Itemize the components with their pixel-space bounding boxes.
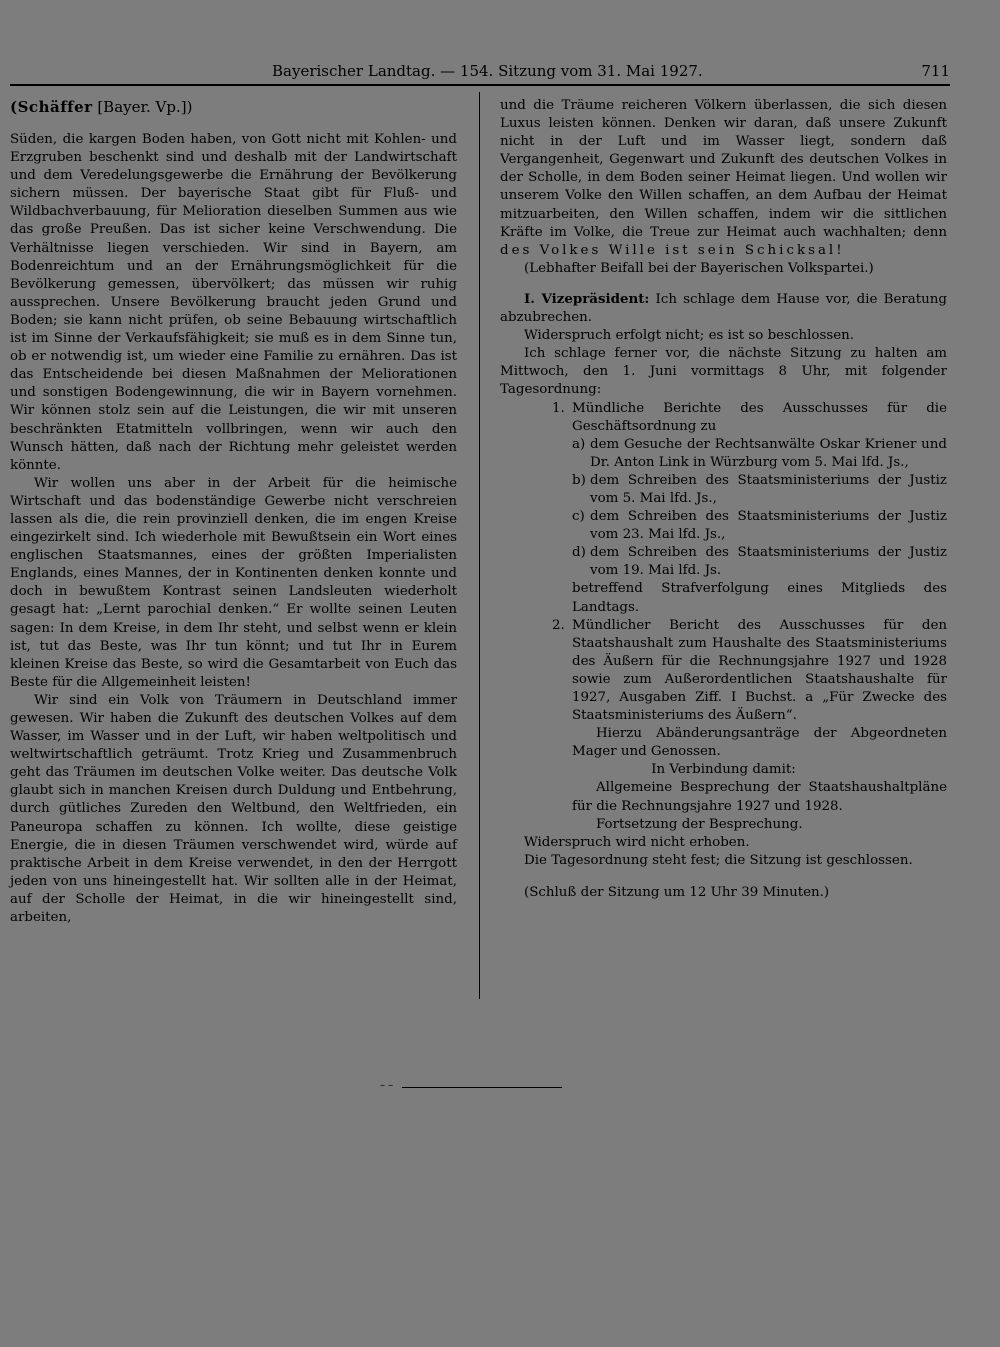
emphasized-text: des Volkes Wille ist sein Schicksal! [500, 242, 845, 258]
closing-statement: Die Tagesordnung steht fest; die Sitzung ist geschlossen. [524, 852, 913, 868]
subitem-letter: d) [572, 545, 586, 561]
agenda-subitem [500, 472, 947, 508]
subitem-text: dem Schreiben des Staatsministeriums der Justiz vom 19. Mai lfd. Js. [590, 545, 947, 579]
objection-note: Widerspruch erfolgt nicht; es ist so beschlossen. [524, 328, 854, 344]
subitem-letter: c) [572, 509, 585, 525]
agenda-item-number: 1. [552, 400, 565, 416]
left-column [10, 97, 457, 927]
subitem-text: dem Schreiben des Staatsministeriums der Justiz vom 5. Mai lfd. Js., [590, 472, 947, 506]
objection-note: Widerspruch wird nicht erhoben. [524, 834, 750, 850]
agenda-item-tail: Hierzu Abänderungsanträge der Abgeordneten Mager und Genossen. [572, 726, 947, 760]
page-number: 711 [921, 62, 950, 80]
speaker-party: [Bayer. Vp.]) [97, 98, 193, 116]
paragraph: Süden, die kargen Boden haben, von Gott nicht mit Kohlen- und Erzgruben beschenkt sind und deshalb mit der Landwirtschaft und dem Veredelungsgewerbe die Ernährung der Bevölkerung sichern müssen. Der bayerische Staat gibt für Fluß- und Wildbachverbauung, für Melioration dieselben Summen aus wie das große Preußen. Das ist sicher keine Verschwendung. Die Verhältnisse liegen verschieden. Wir sind in Bayern, am Bodenreichtum und an der Ernährungsmöglichkeit für die Bevölkerung gemessen, übervölkert; das müssen wir ruhig aussprechen. Unsere Bevölkerung braucht jeden Grund und Boden; sie kann nicht prüfen, ob seine Bebauung wirtschaftlich ist im Sinne der Verkaufsfähigkeit; sie muß es in dem Sinne tun, ob er notwendig ist, um wieder eine Familie zu ernähren. Das ist das Entscheidende bei diesen Maßnahmen der Meliorationen und sonstigen Bodengewinnung, die wir in Bayern vornehmen. Wir können stolz sein auf die Leistungen, die wir mit unseren beschränkten Etatmitteln vollbringen, wenn wir auch den Wunsch hätten, daß nach der Richtung mehr geleistet werden könnte. [10, 132, 457, 473]
speaker-heading [10, 97, 457, 117]
subitem-letter: b) [572, 472, 586, 488]
header-title: Bayerischer Landtag. — 154. Sitzung vom 31. Mai 1927. [272, 62, 703, 80]
vice-president-text: Ich schlage dem Hause vor, die Beratung abzubrechen. [500, 291, 947, 326]
subitem-text: dem Schreiben des Staatsministeriums der Justiz vom 23. Mai lfd. Js., [590, 509, 947, 543]
paragraph: Wir sind ein Volk von Träumern in Deutschland immer gewesen. Wir haben die Zukunft des deutschen Volkes auf dem Wasser, im Wasser und in der Luft, wir haben weltpolitisch und weltwirtschaftlich geträumt. Trotz Krieg und Zusammenbruch geht das Träumen im deutschen Volke weiter. Das deutsche Volk glaubt sich in manchen Kreisen durch Duldung und Entbehrung, durch gütliches Zureden den Weltbund, den Weltfrieden, ein Paneuropa schaffen zu können. Ich wollte, diese geistige Energie, die in diesen Träumen verschwendet wird, würde auf praktische Arbeit in dem Kreise verwendet, in den der Herrgott jeden von uns hineingestellt hat. Wir sollten alle in der Heimat, auf der Scholle der Heimat, in die wir hineingestellt sind, arbeiten, [10, 692, 457, 926]
session-end-note: (Schluß der Sitzung um 12 Uhr 39 Minuten.) [524, 884, 830, 900]
vice-president-label: I. Vizepräsident: [524, 290, 650, 307]
agenda-subitem [500, 544, 947, 580]
paragraph [500, 97, 947, 260]
paragraph-text: und die Träume reicheren Völkern überlassen, die sich diesen Luxus leisten können. Denken wir daran, daß unsere Zukunft nicht in der Luft und im Wasser liegt, sondern daß Vergangenheit, Gegenwart und Zukunft des deutschen Volkes in der Scholle, in dem Boden seiner Heimat liegen. Und wollen wir unserem Volke den Willen schaffen, an dem Aufbau der Heimat mitzuarbeiten, den Willen schaffen, indem wir die sittlichen Kräfte im Volke, die Treue zur Heimat auch wachhalten; denn [500, 98, 947, 240]
agenda-item-text: Mündlicher Bericht des Ausschusses für den Staatshaushalt zum Haushalte des Staatsministeriums des Äußern für die Rechnungsjahre 1927 und 1928 sowie zum Außerordentlichen Staatshaushalte für 1927, Ausgaben Ziff. I Buchst. a „Für Zwecke des Staatsministeriums des Äußern“. [572, 617, 947, 724]
vice-president-statement [500, 290, 947, 327]
agenda-item [500, 617, 947, 726]
agenda-proposal: Ich schlage ferner vor, die nächste Sitzung zu halten am Mittwoch, den 1. Juni vormittags 8 Uhr, mit folgender Tagesordnung: [500, 346, 947, 398]
agenda-item [500, 400, 947, 436]
general-debate: Allgemeine Besprechung der Staatshaushaltpläne für die Rechnungsjahre 1927 und 1928. [572, 780, 947, 814]
running-header [10, 62, 950, 86]
agenda-subitem [500, 436, 947, 472]
subitem-text: dem Gesuche der Rechtsanwälte Oskar Kriener und Dr. Anton Link in Würzburg vom 5. Mai lfd. Js., [590, 436, 947, 470]
applause-note: (Lebhafter Beifall bei der Bayerischen Volkspartei.) [524, 260, 874, 276]
agenda-item-tail: betreffend Strafverfolgung eines Mitglieds des Landtags. [572, 581, 947, 615]
closing-rule [402, 1087, 562, 1088]
agenda-item-text: Mündliche Berichte des Ausschusses für die Geschäftsordnung zu [572, 400, 947, 434]
connection-heading: In Verbindung damit: [651, 762, 796, 778]
paragraph: Wir wollen uns aber in der Arbeit für die heimische Wirtschaft und das bodenständige Gewerbe nicht verschreien lassen als die, die rein provinziell denken, die im engen Kreise eingezirkelt sind. Ich wiederhole mit Bewußtsein ein Wort eines englischen Staatsmannes, eines der größten Imperialisten Englands, eines Mannes, der in Kontinenten denken konnte und doch in bewußtem Kontrast seinen Landsleuten wiederholt gesagt hat: „Lernt parochial denken.“ Er wollte seinen Leuten sagen: In dem Kreise, in dem Ihr steht, und selbst wenn er klein ist, tut das Beste, was Ihr tun könnt; und tut Ihr in Eurem kleinen Kreise das Beste, so wird die Gesamtarbeit von Euch das Beste für die Allgemeinheit leisten! [10, 475, 457, 690]
subitem-letter: a) [572, 436, 586, 452]
right-column [500, 97, 947, 902]
agenda-subitem [500, 508, 947, 544]
decorative-dashes: – – [380, 1080, 394, 1091]
continuation: Fortsetzung der Besprechung. [596, 816, 803, 832]
agenda-item-number: 2. [552, 617, 565, 633]
column-divider [479, 92, 480, 999]
speaker-name: (Schäffer [10, 98, 93, 116]
